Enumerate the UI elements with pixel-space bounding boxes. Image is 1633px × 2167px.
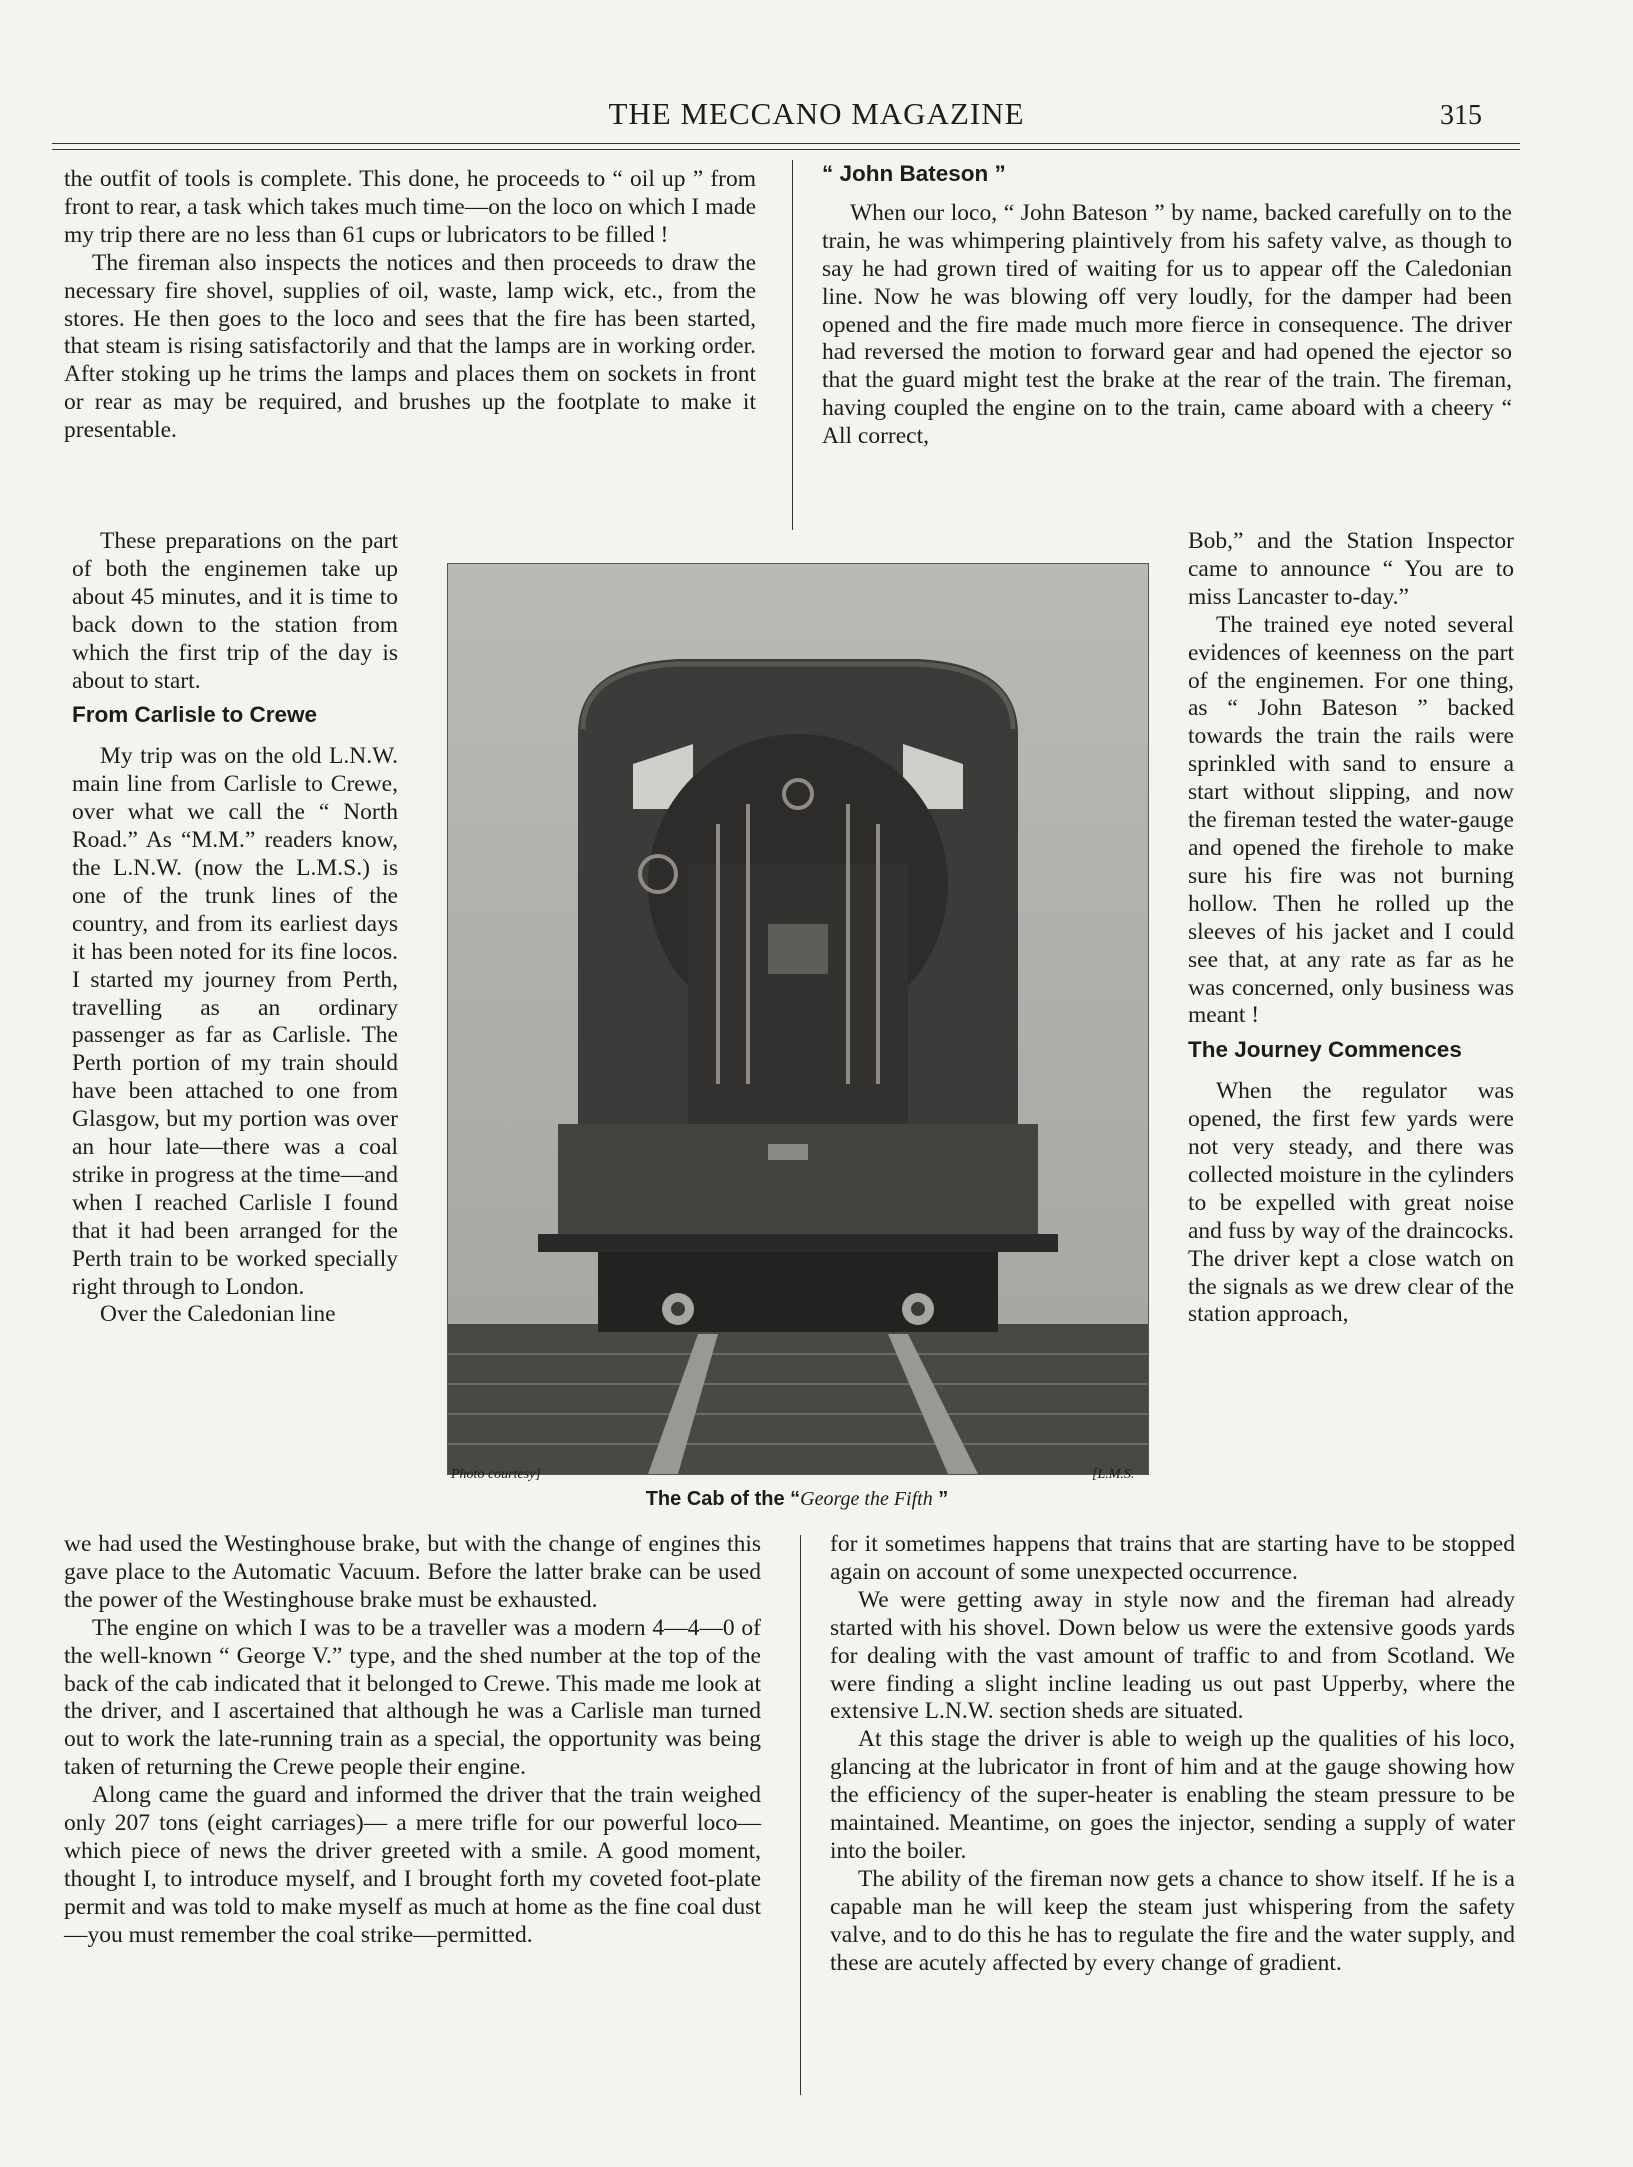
paragraph: for it sometimes happens that trains that are starting have to be stopped again on account of some unexpected occurrence.	[830, 1531, 1515, 1585]
caption-text: The Cab of the “	[645, 1488, 801, 1510]
column-divider-top	[792, 160, 793, 530]
caption-italic: George the Fifth	[800, 1488, 933, 1510]
paragraph: Along came the guard and informed the driver that the train weighed only 207 tons (eight carriages)— a mere trifle for our powerful loco—which piece of news the driver greeted with a smile. A good moment, thought I, to introduce myself, and I brought forth my coveted foot-plate permit and was told to make myself as much at home as the fine coal dust—you must remember the coal strike—permitted.	[64, 1782, 761, 1948]
paragraph: We were getting away in style now and the fireman had already started with his shovel. Down below us were the extensive goods yards for dealing with the vast amount of traffic to and from Scotland. We were finding a slight incline leading us out past Upperby, where the extensive L.N.W. section sheds are situated.	[830, 1586, 1515, 1725]
left-column-top	[64, 166, 756, 445]
header-rule-top	[52, 143, 1520, 144]
right-column-bottom	[830, 1531, 1515, 1978]
caption-end: ”	[932, 1488, 949, 1510]
paragraph: The fireman also inspects the notices and then proceeds to draw the necessary fire shovel, supplies of oil, waste, lamp wick, etc., from the stores. He then goes to the loco and sees that the fire has been started, that steam is rising satisfactorily and that the lamps are in working order. After stoking up he trims the lamps and places them on sockets in front or rear as may be required, and brushes up the footplate to make it presentable.	[64, 249, 756, 444]
paragraph: The ability of the fireman now gets a chance to show itself. If he is a capable man he will keep the steam just whispering from the safety valve, and to do this he has to regulate the fire and the water supply, and these are acutely affected by every change of gradient.	[830, 1865, 1515, 1976]
section-heading: From Carlisle to Crewe	[72, 702, 318, 728]
right-column-narrow	[1188, 528, 1514, 1329]
paragraph: At this stage the driver is able to weigh up the qualities of his loco, glancing at the lubricator in front of him and at the gauge showing how the efficiency of the super-heater is enabling the steam pressure to be maintained. Meantime, on goes the injector, sending a supply of water into the boiler.	[830, 1726, 1515, 1864]
paragraph: the outfit of tools is complete. This done, he proceeds to “ oil up ” from front to rear, a task which takes much time—on the loco on which I made my trip there are no less than 61 cups or lubricators to be filled !	[64, 166, 756, 248]
paragraph: Bob,” and the Station Inspector came to announce “ You are to miss Lancaster to-day.”	[1188, 528, 1514, 610]
photo-credit: Photo courtesy]	[451, 1467, 541, 1482]
section-heading: “ John Bateson ”	[822, 161, 1006, 186]
paragraph: The trained eye noted several evidences of keenness on the part of the enginemen. For one thing, as “ John Bateson ” backed towards the train the rails were sprinkled with sand to ensure a start without slipping, and now the fireman tested the water-gauge and opened the firehole to make sure his fire was not burning hollow. Then he rolled up the sleeves of his jacket and I could see that, at any rate as far as he was concerned, only business was meant !	[1188, 611, 1514, 1029]
paragraph: The engine on which I was to be a traveller was a modern 4—4—0 of the well-known “ George V.” type, and the shed number at the top of the back of the cab indicated that it belonged to Crewe. This made me look at the driver, and I ascertained that although he was a Carlisle man turned out to work the late-running train as a special, the opportunity was being taken of returning the Crewe people their engine.	[64, 1614, 761, 1781]
paragraph: we had used the Westinghouse brake, but with the change of engines this gave place to the Automatic Vacuum. Before the latter brake can be used the power of the Westinghouse brake must be exhausted.	[64, 1531, 761, 1613]
locomotive-illustration	[448, 564, 1148, 1474]
magazine-title: THE MECCANO MAGAZINE	[608, 96, 1025, 131]
paragraph: My trip was on the old L.N.W. main line from Carlisle to Crewe, over what we call the “ North Road.” As “M.M.” readers know, the L.N.W. (now the L.M.S.) is one of the trunk lines of the country, and from its earliest days it has been noted for its fine locos. I started my journey from Perth, travelling as an ordinary passenger as far as Carlisle. The Perth portion of my train should have been attached to one from Glasgow, but my portion was over an hour late—there was a coal strike in progress at the time—and when I reached Carlisle I found that it had been arranged for the Perth train to be worked specially right through to London.	[72, 743, 398, 1300]
photo-source: [L.M.S.	[1092, 1467, 1135, 1482]
figure-caption	[447, 1488, 1147, 1511]
left-column-narrow	[72, 528, 398, 1329]
header-rule-bottom	[52, 149, 1520, 150]
right-column-top	[822, 160, 1512, 451]
paragraph: When the regulator was opened, the first few yards were not very steady, and there was collected moisture in the cylinders to be expelled with great noise and fuss by way of the draincocks. The driver kept a close watch on the signals as we drew clear of the station approach,	[1188, 1078, 1514, 1328]
column-divider-bottom	[800, 1535, 801, 2095]
locomotive-cab-photo	[447, 563, 1149, 1475]
paragraph: When our loco, “ John Bateson ” by name, backed carefully on to the train, he was whimpering plaintively from his safety valve, as though to say he had grown tired of waiting for us to appear off the Caledonian line. Now he was blowing off very loudly, for the damper had been opened and the fire made much more fierce in consequence. The driver had reversed the motion to forward gear and had opened the ejector so that the guard might test the brake at the rear of the train. The fireman, having coupled the engine on to the train, came aboard with a cheery “ All correct,	[822, 199, 1512, 450]
page-number: 315	[1440, 100, 1482, 131]
section-heading: The Journey Commences	[1188, 1037, 1462, 1063]
paragraph: Over the Caledonian line	[100, 1301, 336, 1328]
paragraph: These preparations on the part of both the enginemen take up about 45 minutes, and it is time to back down to the station from which the first trip of the day is about to start.	[72, 528, 398, 694]
left-column-bottom	[64, 1531, 761, 1950]
